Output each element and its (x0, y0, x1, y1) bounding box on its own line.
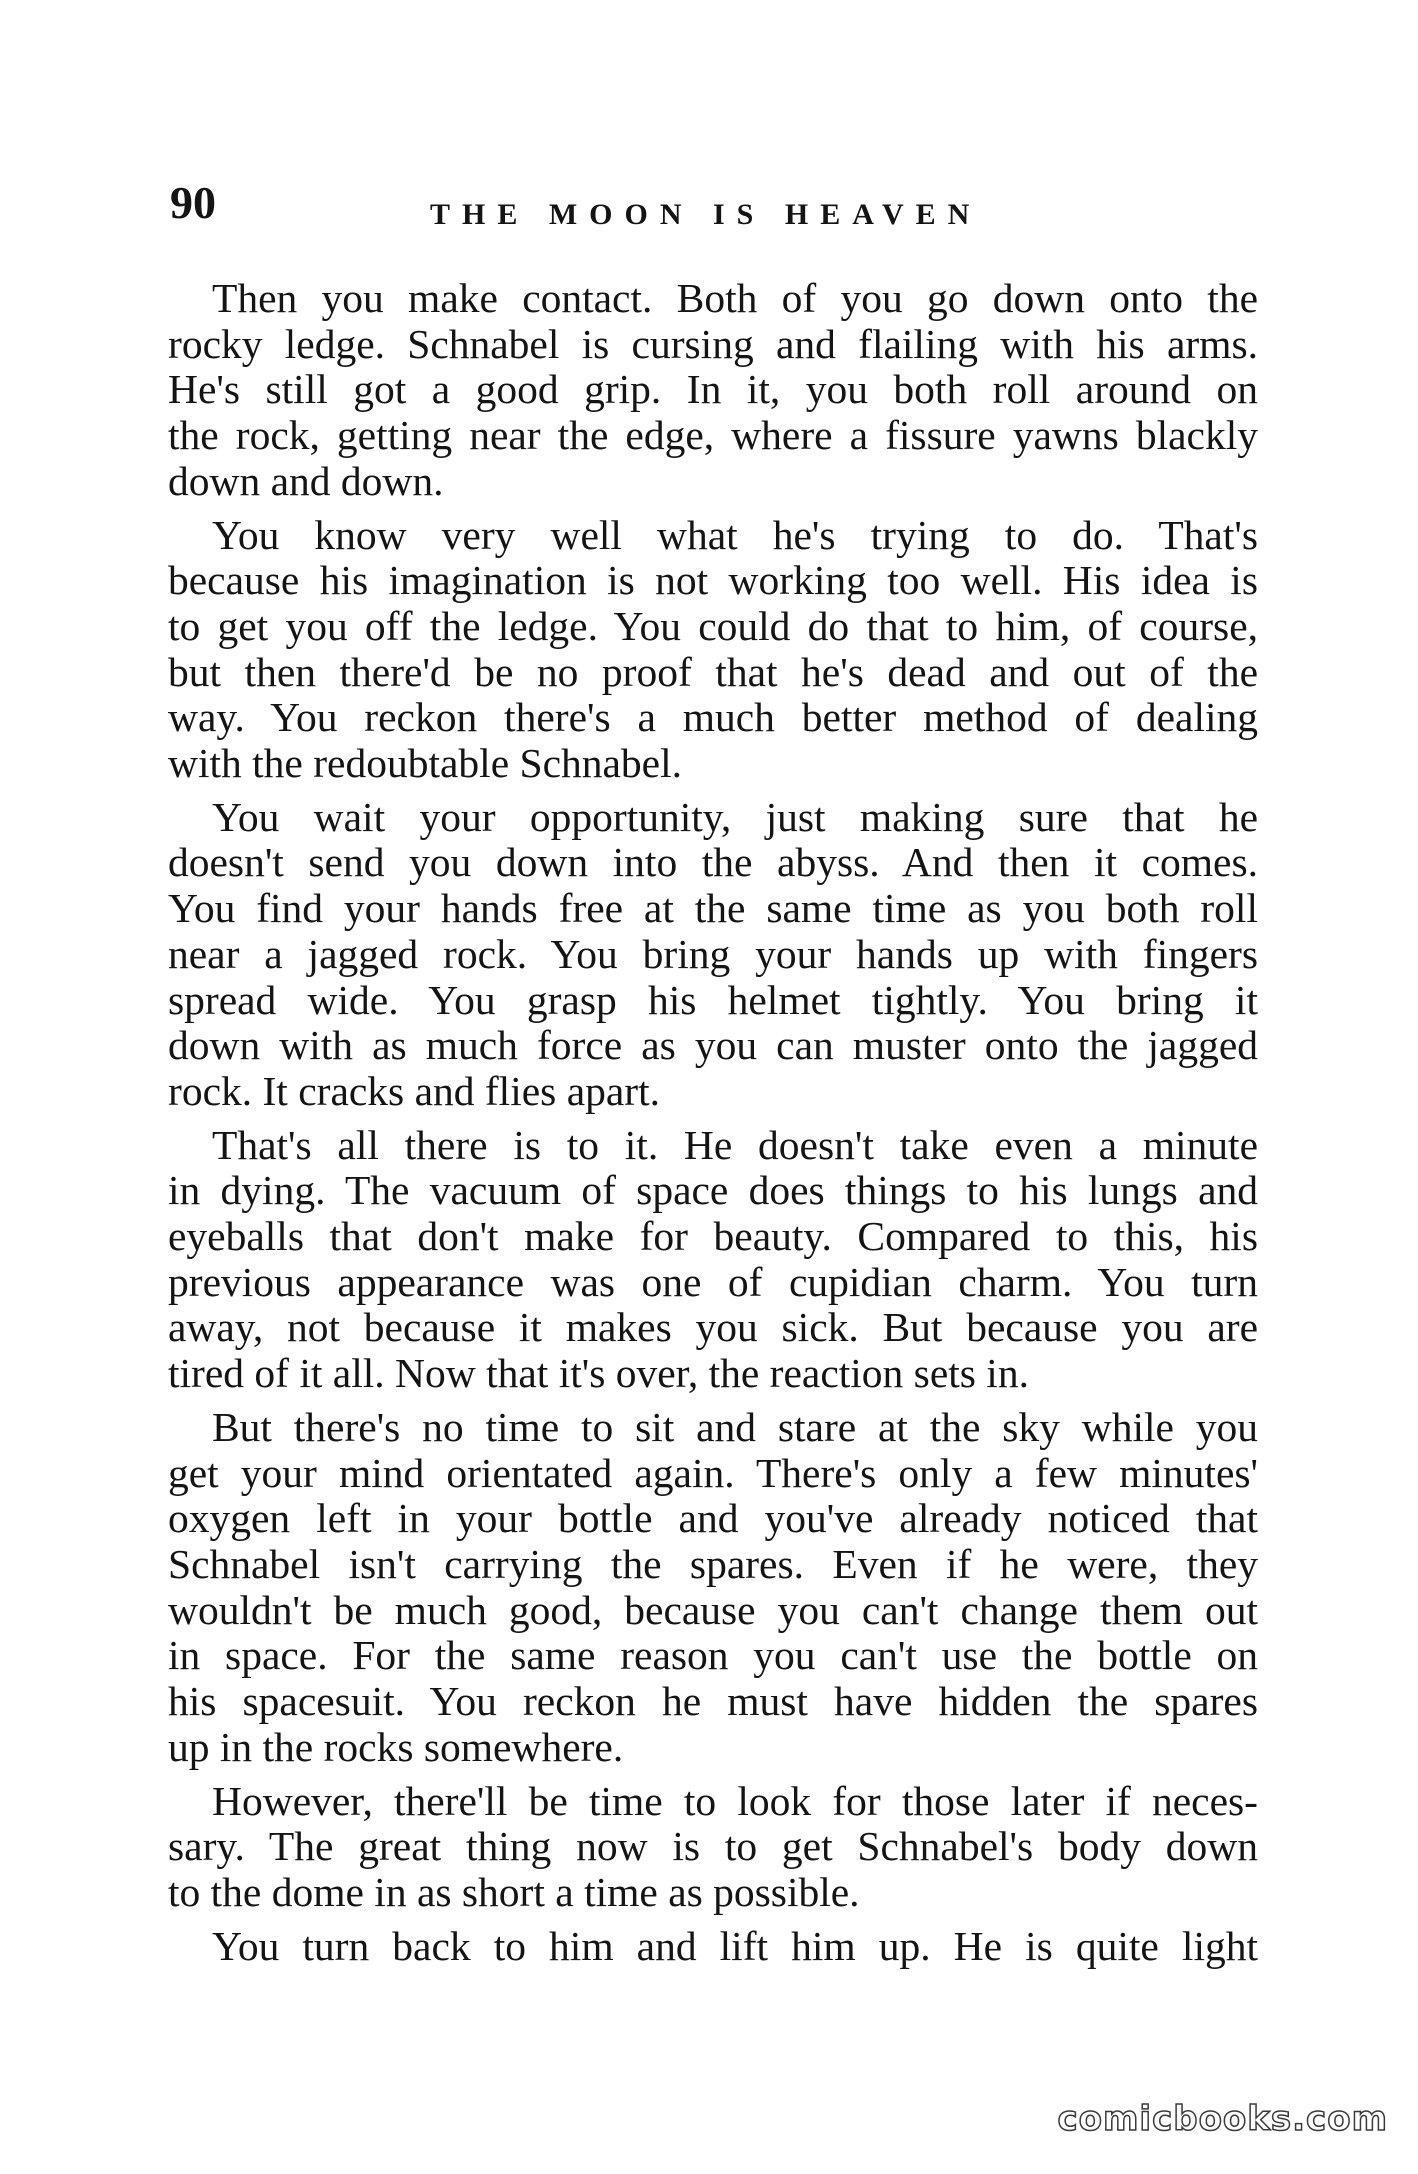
text-line: spread wide. You grasp his helmet tightly. You bring it (168, 976, 1258, 1023)
text-line: rock. It cracks and flies apart. (168, 1067, 661, 1114)
text-line: You turn back to him and lift him up. He is quite light (212, 1922, 1258, 1969)
text-line: sary. The great thing now is to get Schnabel's body down (168, 1823, 1258, 1870)
text-line: because his imagination is not working too well. His idea is (168, 557, 1258, 604)
text-line: You wait your opportunity, just making sure that he (212, 793, 1258, 840)
text-line: Then you make contact. Both of you go down onto the (212, 275, 1258, 321)
text-line: with the redoubtable Schnabel. (168, 740, 682, 787)
text-line: oxygen left in your bottle and you've already noticed that (168, 1495, 1258, 1542)
text-line: previous appearance was one of cupidian charm. You turn (168, 1258, 1258, 1305)
body-text (168, 276, 1258, 1977)
paragraph (168, 1924, 1258, 1970)
text-line: to get you off the ledge. You could do that to him, of course, (168, 602, 1258, 649)
text-line: up in the rocks somewhere. (168, 1723, 624, 1770)
text-line: Schnabel isn't carrying the spares. Even if he were, they (168, 1540, 1258, 1587)
paragraph (168, 513, 1258, 787)
page-number: 90 (170, 177, 216, 228)
text-line: in dying. The vacuum of space does things to his lungs and (168, 1167, 1258, 1214)
text-line: in space. For the same reason you can't use the bottle on (168, 1632, 1258, 1679)
text-line: However, there'll be time to look for those later if neces- (212, 1777, 1258, 1824)
text-line: That's all there is to it. He doesn't take even a minute (212, 1121, 1258, 1168)
text-line: near a jagged rock. You bring your hands up with fingers (168, 930, 1258, 977)
paragraph (168, 1123, 1258, 1397)
paragraph (168, 1779, 1258, 1916)
paragraph (168, 276, 1258, 505)
running-title: THE MOON IS HEAVEN (430, 198, 982, 231)
text-line: But there's no time to sit and stare at the sky while you (212, 1403, 1258, 1450)
text-line: You find your hands free at the same time as you both roll (168, 885, 1258, 932)
paragraph (168, 1405, 1258, 1771)
text-line: get your mind orientated again. There's only a few minutes' (168, 1449, 1258, 1496)
text-line: but then there'd be no proof that he's dead and out of the (168, 648, 1258, 695)
text-line: away, not because it makes you sick. But because you are (168, 1304, 1258, 1351)
text-line: his spacesuit. You reckon he must have hidden the spares (168, 1678, 1258, 1725)
watermark-logo: comicbooks.com (1057, 2099, 1388, 2139)
text-line: doesn't send you down into the abyss. And then it comes. (168, 839, 1258, 886)
text-line: wouldn't be much good, because you can't change them out (168, 1586, 1258, 1633)
text-line: You know very well what he's trying to do. That's (212, 511, 1258, 558)
text-line: rocky ledge. Schnabel is cursing and flailing with his arms. (168, 320, 1258, 367)
text-line: way. You reckon there's a much better method of dealing (168, 694, 1258, 741)
text-line: tired of it all. Now that it's over, the reaction sets in. (168, 1350, 1029, 1397)
text-line: down and down. (168, 457, 444, 504)
paragraph (168, 795, 1258, 1115)
text-line: He's still got a good grip. In it, you both roll around on (168, 366, 1258, 413)
text-line: the rock, getting near the edge, where a fissure yawns blackly (168, 412, 1258, 459)
text-line: down with as much force as you can muster onto the jagged (168, 1022, 1258, 1069)
text-line: eyeballs that don't make for beauty. Compared to this, his (168, 1213, 1258, 1260)
text-line: to the dome in as short a time as possible. (168, 1868, 860, 1915)
